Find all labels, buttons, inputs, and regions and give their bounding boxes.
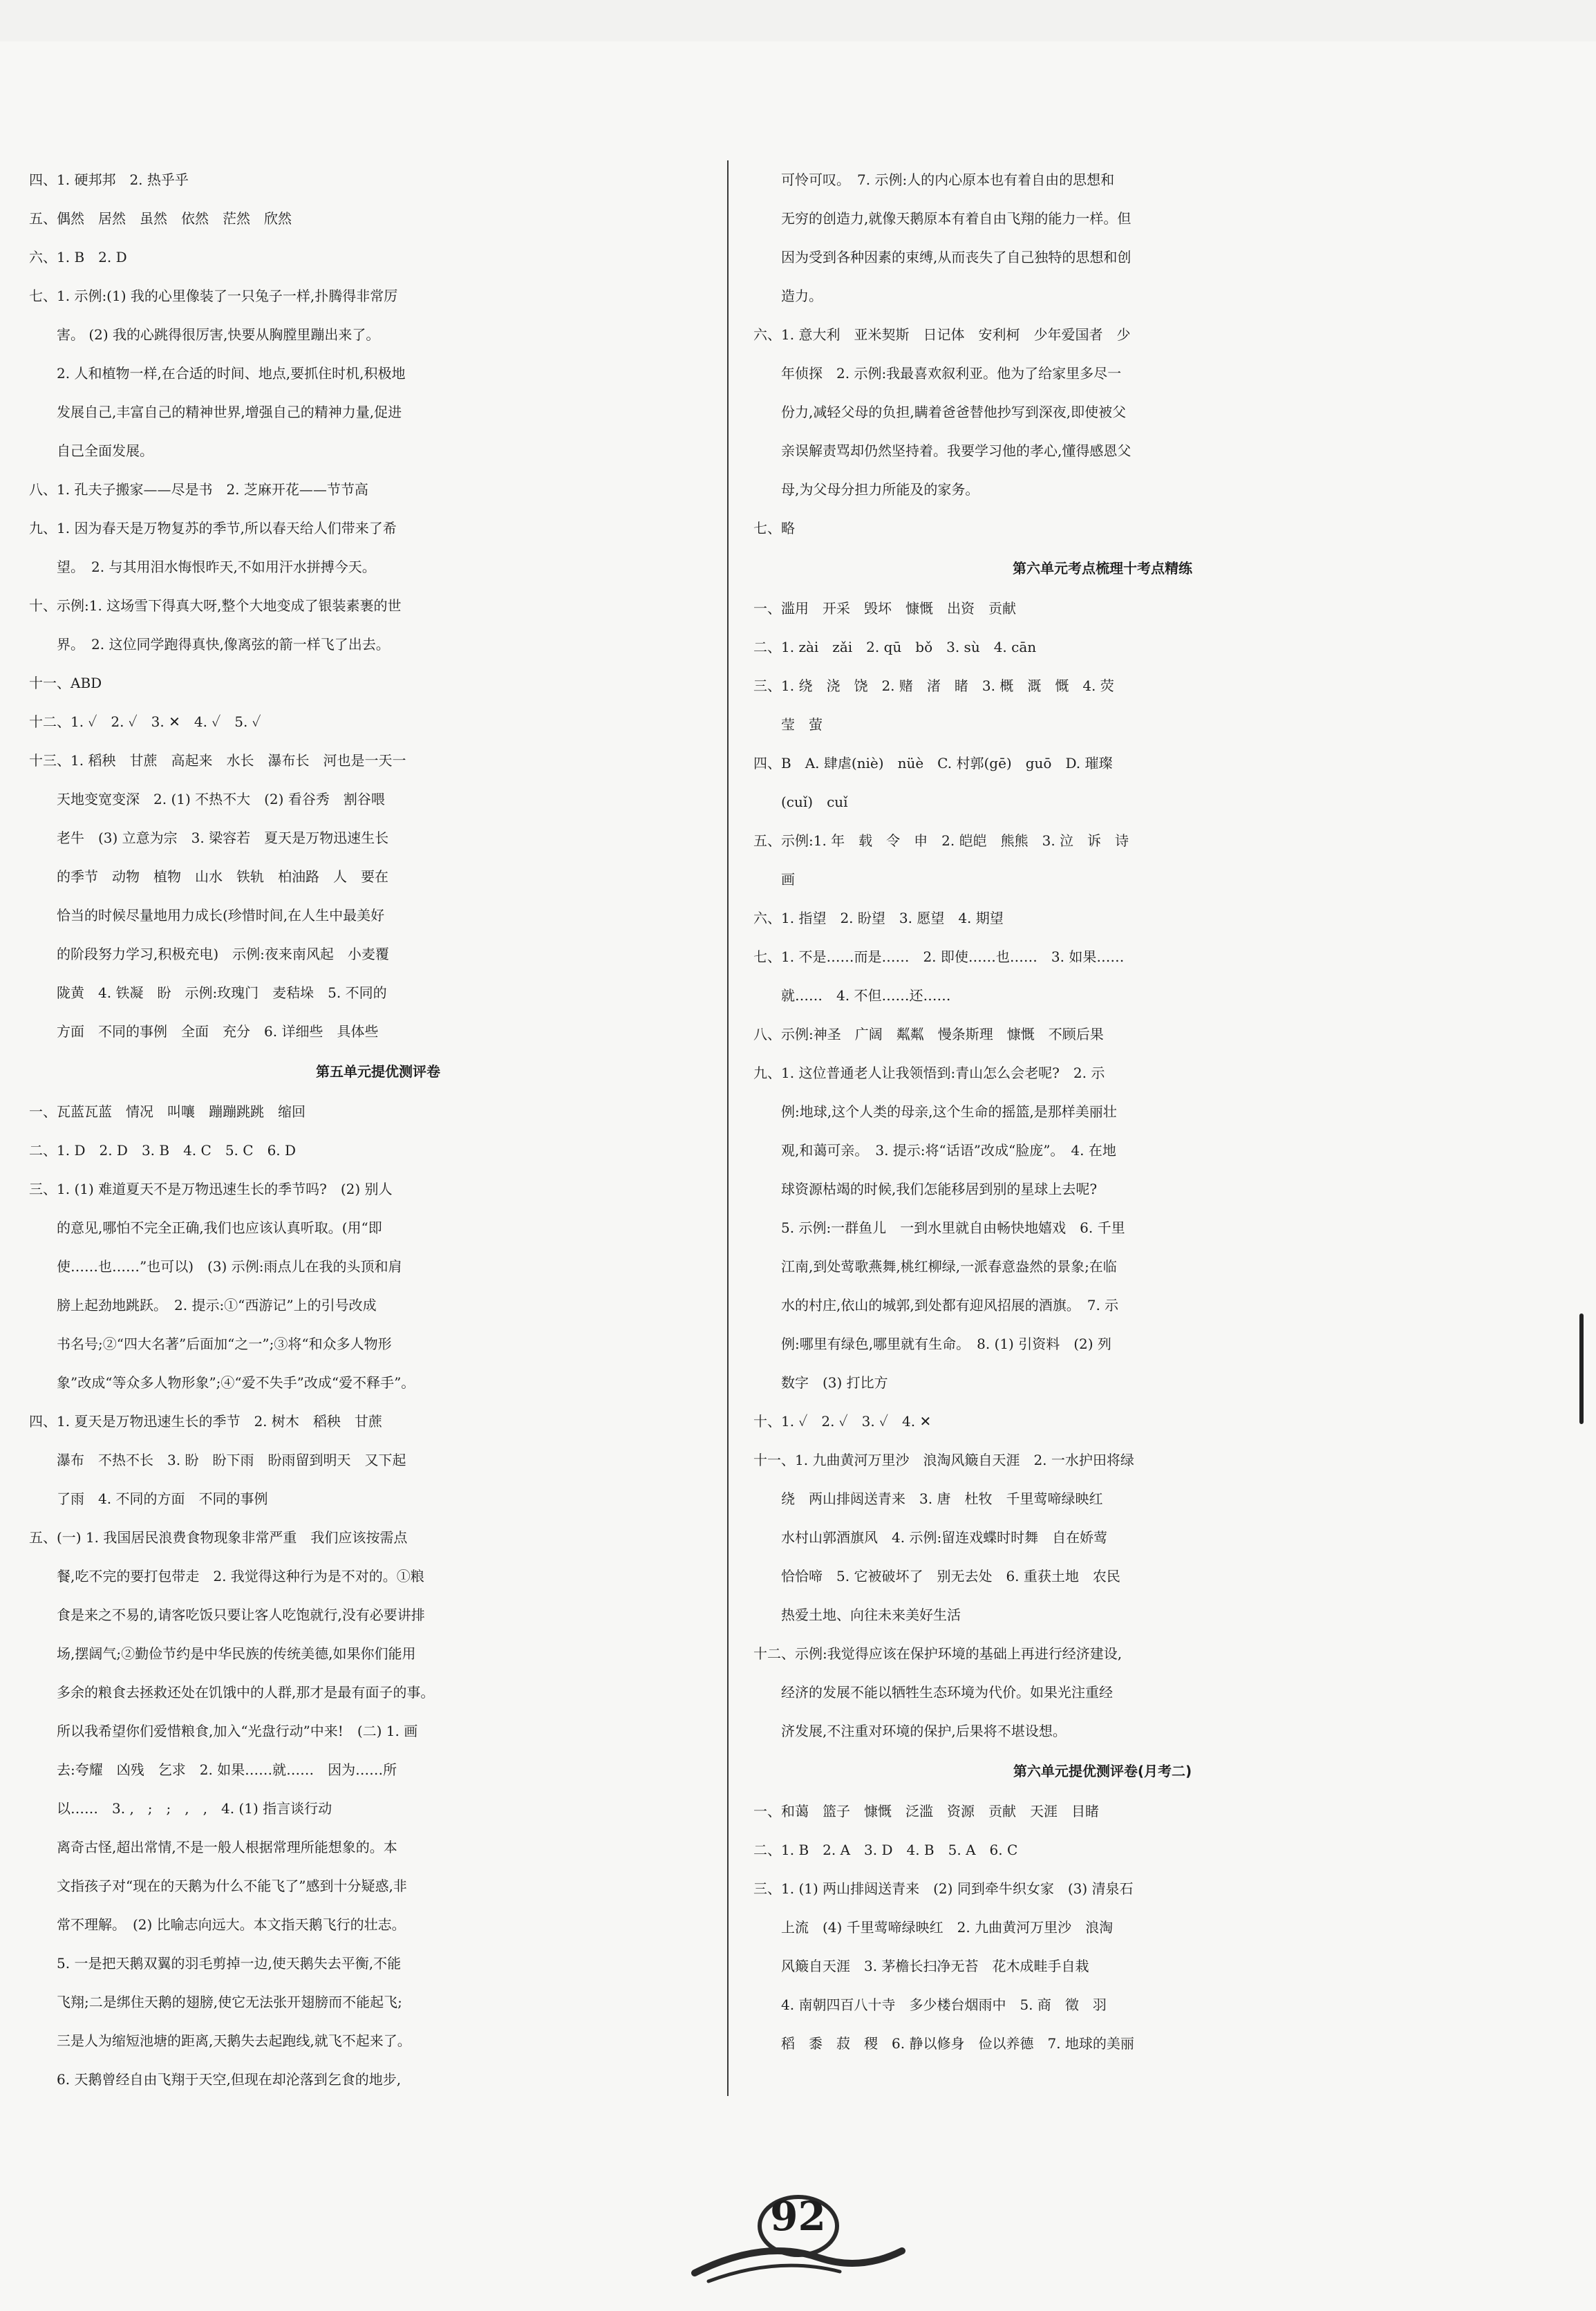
answer-line: 5. 一是把天鹅双翼的羽毛剪掉一边,使天鹅失去平衡,不能 [29,1955,402,1972]
answer-line: 七、1. 不是……而是…… 2. 即使……也…… 3. 如果…… [753,948,1125,965]
answer-line: 经济的发展不能以牺牲生态环境为代价。如果光注重经 [753,1684,1113,1701]
answer-line: 四、1. 夏天是万物迅速生长的季节 2. 树木 稻秧 甘蔗 [29,1413,382,1430]
answer-line: 了雨 4. 不同的方面 不同的事例 [29,1490,268,1507]
answer-line: 2. 人和植物一样,在合适的时间、地点,要抓住时机,积极地 [29,365,406,382]
answer-line: 十、1. ✓ 2. ✓ 3. ✓ 4. ✕ [753,1413,932,1430]
answer-line: 餐,吃不完的要打包带走 2. 我觉得这种行为是不对的。①粮 [29,1568,424,1584]
answer-line: 画 [753,871,795,888]
answer-line: 五、(一) 1. 我国居民浪费食物现象非常严重 我们应该按需点 [29,1529,408,1546]
answer-line: 四、B A. 肆虐(niè) nüè C. 村郭(gē) guō D. 璀璨 [753,755,1113,771]
answer-line: 可怜可叹。 7. 示例:人的内心原本也有着自由的思想和 [753,171,1115,188]
answer-line: 膀上起劲地跳跃。 2. 提示:①“西游记”上的引号改成 [29,1297,377,1313]
answer-line: 十三、1. 稻秧 甘蔗 高起来 水长 瀑布长 河也是一天一 [29,752,406,769]
answer-line: 例:哪里有绿色,哪里就有生命。 8. (1) 引资料 (2) 列 [753,1336,1111,1352]
answer-line: 五、偶然 居然 虽然 依然 茫然 欣然 [29,210,292,227]
answer-line: 十一、1. 九曲黄河万里沙 浪淘风簸自天涯 2. 一水护田将绿 [753,1452,1134,1468]
answer-line: 无穷的创造力,就像天鹅原本有着自由飞翔的能力一样。但 [753,210,1132,227]
answer-line: 的季节 动物 植物 山水 铁轨 柏油路 人 要在 [29,868,388,885]
answer-line: 望。 2. 与其用泪水悔恨昨天,不如用汗水拼搏今天。 [29,559,376,575]
answer-line: 场,摆阔气;②勤俭节约是中华民族的传统美德,如果你们能用 [29,1645,416,1662]
answer-line: 三、1. 绕 浇 饶 2. 赌 渚 睹 3. 概 溉 慨 4. 荧 [753,677,1114,694]
answer-line: 因为受到各种因素的束缚,从而丧失了自己独特的思想和创 [753,249,1132,265]
answer-line: 观,和蔼可亲。 3. 提示:将“话语”改成“脸庞”。 4. 在地 [753,1142,1116,1159]
answer-line: 七、1. 示例:(1) 我的心里像装了一只兔子一样,扑腾得非常厉 [29,288,398,304]
column-divider [727,160,729,2096]
answer-line: 常不理解。 (2) 比喻志向远大。本文指天鹅飞行的壮志。 [29,1916,406,1933]
answer-line: 二、1. B 2. A 3. D 4. B 5. A 6. C [753,1842,1018,1858]
answer-line: 一、和蔼 篮子 慷慨 泛滥 资源 贡献 天涯 目睹 [753,1803,1099,1819]
answer-line: 恰恰啼 5. 它被破坏了 别无去处 6. 重获土地 农民 [753,1568,1120,1584]
answer-line: 二、1. zài zǎi 2. qū bǒ 3. sù 4. cān [753,639,1037,655]
answer-line: 水村山郭酒旗风 4. 示例:留连戏蝶时时舞 自在娇莺 [753,1529,1108,1546]
answer-line: 4. 南朝四百八十寺 多少楼台烟雨中 5. 商 徵 羽 [753,1996,1107,2013]
answer-line: 球资源枯竭的时候,我们怎能移居到别的星球上去呢? [753,1181,1098,1197]
answer-line: 天地变宽变深 2. (1) 不热不大 (2) 看谷秀 割谷喂 [29,791,385,807]
answer-line: 六、1. B 2. D [29,249,127,265]
answer-line: 一、瓦蓝瓦蓝 情况 叫嚷 蹦蹦跳跳 缩回 [29,1103,306,1120]
answer-line: 水的村庄,依山的城郭,到处都有迎风招展的酒旗。 7. 示 [753,1297,1119,1313]
answer-line: 就…… 4. 不但……还…… [753,987,951,1004]
answer-line: 多余的粮食去拯救还处在饥饿中的人群,那才是最有面子的事。 [29,1684,435,1701]
right-column [753,160,1452,2063]
answer-line: 象”改成“等众多人物形象”;④“爱不失手”改成“爱不释手”。 [29,1374,415,1391]
answer-line: 九、1. 因为春天是万物复苏的季节,所以春天给人们带来了希 [29,520,397,536]
page-number: 92 [770,2193,826,2240]
answer-line: 五、示例:1. 年 载 令 申 2. 皑皑 熊熊 3. 泣 诉 诗 [753,832,1129,849]
answer-line: 六、1. 意大利 亚米契斯 日记体 安利柯 少年爱国者 少 [753,326,1131,343]
answer-line: 绕 两山排闼送青来 3. 唐 杜牧 千里莺啼绿映红 [753,1490,1103,1507]
answer-line: 稻 黍 菽 稷 6. 静以修身 俭以养德 7. 地球的美丽 [753,2035,1134,2052]
answer-line: (cuǐ) cuǐ [753,794,848,810]
edge-mark [1579,1313,1584,1424]
answer-line: 八、示例:神圣 广阔 粼粼 慢条斯理 慷慨 不顾后果 [753,1026,1104,1042]
answer-line: 三是人为缩短池塘的距离,天鹅失去起跑线,就飞不起来了。 [29,2032,411,2049]
answer-line: 害。 (2) 我的心跳得很厉害,快要从胸膛里蹦出来了。 [29,326,380,343]
left-column [29,160,727,2099]
answer-line: 十、示例:1. 这场雪下得真大呀,整个大地变成了银装素裹的世 [29,597,402,614]
answer-line: 恰当的时候尽量地用力成长(珍惜时间,在人生中最美好 [29,907,385,924]
answer-line: 风簸自天涯 3. 茅檐长扫净无苔 花木成畦手自栽 [753,1958,1089,1974]
answer-line: 莹 萤 [753,716,823,733]
answer-line: 十二、1. ✓ 2. ✓ 3. ✕ 4. ✓ 5. ✓ [29,713,261,730]
answer-line: 济发展,不注重对环境的保护,后果将不堪设想。 [753,1723,1067,1739]
answer-line: 亲误解责骂却仍然坚持着。我要学习他的孝心,懂得感恩父 [753,442,1132,459]
answer-line: 去:夸耀 凶残 乞求 2. 如果……就…… 因为……所 [29,1761,397,1778]
answer-line: 界。 2. 这位同学跑得真快,像离弦的箭一样飞了出去。 [29,636,390,653]
answer-line: 以…… 3. , ; ; , , 4. (1) 指言谈行动 [29,1800,332,1817]
answer-line: 飞翔;二是绑住天鹅的翅膀,使它无法张开翅膀而不能起飞; [29,1994,402,2010]
answer-line: 四、1. 硬邦邦 2. 热乎乎 [29,171,189,188]
answer-line: 七、略 [753,520,795,536]
answer-line: 的意见,哪怕不完全正确,我们也应该认真听取。(用“即 [29,1219,382,1236]
answer-line: 造力。 [753,288,823,304]
answer-line: 江南,到处莺歌燕舞,桃红柳绿,一派春意盎然的景象;在临 [753,1258,1117,1275]
answer-line: 上流 (4) 千里莺啼绿映红 2. 九曲黄河万里沙 浪淘 [753,1919,1114,1936]
answer-line: 所以我希望你们爱惜粮食,加入“光盘行动”中来! (二) 1. 画 [29,1723,418,1739]
answer-line: 书名号;②“四大名著”后面加“之一”;③将“和众多人物形 [29,1336,392,1352]
answer-line: 发展自己,丰富自己的精神世界,增强自己的精神力量,促进 [29,404,402,420]
section-heading: 第五单元提优测评卷 [316,1063,440,1080]
answer-line: 一、滥用 开采 毁坏 慷慨 出资 贡献 [753,600,1016,617]
answer-line: 份力,减轻父母的负担,瞒着爸爸替他抄写到深夜,即使被父 [753,404,1127,420]
answer-line: 十一、ABD [29,675,102,691]
answer-line: 文指孩子对“现在的天鹅为什么不能飞了”感到十分疑惑,非 [29,1878,407,1894]
top-margin [0,0,1596,41]
answer-line: 十二、示例:我觉得应该在保护环境的基础上再进行经济建设, [753,1645,1123,1662]
answer-line: 二、1. D 2. D 3. B 4. C 5. C 6. D [29,1142,297,1159]
answer-line: 使……也……”也可以) (3) 示例:雨点儿在我的头顶和肩 [29,1258,402,1275]
answer-line: 6. 天鹅曾经自由飞翔于天空,但现在却沦落到乞食的地步, [29,2071,402,2088]
answer-line: 六、1. 指望 2. 盼望 3. 愿望 4. 期望 [753,910,1004,926]
answer-line: 八、1. 孔夫子搬家——尽是书 2. 芝麻开花——节节高 [29,481,368,498]
section-heading: 第六单元考点梳理十考点精练 [1013,560,1192,577]
answer-line: 母,为父母分担力所能及的家务。 [753,481,979,498]
answer-line: 九、1. 这位普通老人让我领悟到:青山怎么会老呢? 2. 示 [753,1065,1105,1081]
answer-line: 三、1. (1) 两山排闼送青来 (2) 同到牵牛织女家 (3) 清泉石 [753,1880,1134,1897]
answer-line: 陇黄 4. 铁凝 盼 示例:玫瑰门 麦秸垛 5. 不同的 [29,984,387,1001]
answer-line: 自己全面发展。 [29,442,153,459]
answer-line: 例:地球,这个人类的母亲,这个生命的摇篮,是那样美丽壮 [753,1103,1117,1120]
answer-line: 离奇古怪,超出常情,不是一般人根据常理所能想象的。本 [29,1839,397,1855]
answer-line: 5. 示例:一群鱼儿 一到水里就自由畅快地嬉戏 6. 千里 [753,1219,1125,1236]
answer-line: 三、1. (1) 难道夏天不是万物迅速生长的季节吗? (2) 别人 [29,1181,393,1197]
answer-line: 方面 不同的事例 全面 充分 6. 详细些 具体些 [29,1023,379,1040]
answer-line: 年侦探 2. 示例:我最喜欢叙利亚。他为了给家里多尽一 [753,365,1122,382]
answer-line: 食是来之不易的,请客吃饭只要让客人吃饱就行,没有必要讲排 [29,1607,425,1623]
answer-line: 数字 (3) 打比方 [753,1374,888,1391]
answer-line: 瀑布 不热不长 3. 盼 盼下雨 盼雨留到明天 又下起 [29,1452,406,1468]
section-heading: 第六单元提优测评卷(月考二) [1013,1763,1192,1779]
answer-line: 老牛 (3) 立意为宗 3. 梁容若 夏天是万物迅速生长 [29,830,389,846]
answer-line: 热爱土地、向往未来美好生活 [753,1607,961,1623]
answer-line: 的阶段努力学习,积极充电) 示例:夜来南风起 小麦覆 [29,946,389,962]
